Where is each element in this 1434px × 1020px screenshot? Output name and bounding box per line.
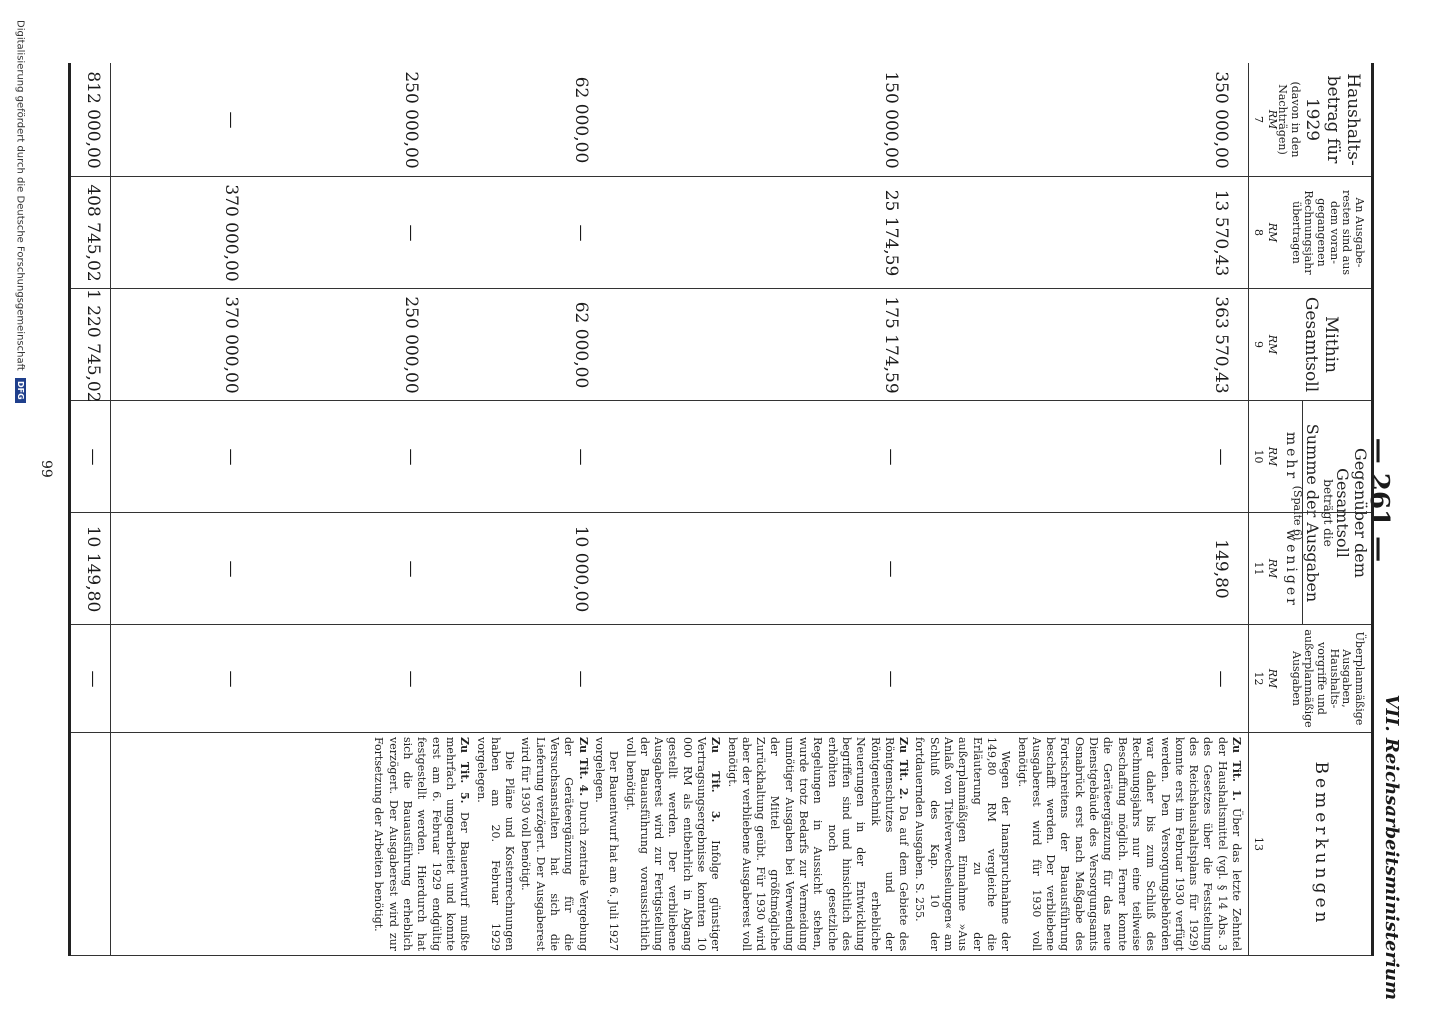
table-cell-c9: 250 000,00: [401, 296, 421, 394]
total-cell-c7: 812 000,00: [83, 71, 103, 169]
dfg-logo: DFG: [15, 378, 26, 403]
table-cell-c11: —: [401, 560, 421, 578]
table-cell-c8: —: [571, 224, 591, 242]
remark-2: Wegen der Inanspruchnahme der 149,80 RM vergleiche die Erläuterung zu der außerplanmäßigen Einnahme »Aus Anlaß von Titelverwechselungen« am Schluß des Kap. 10 der fortdauernden Ausgaben. S. 255.: [913, 737, 1013, 951]
table-cell-c10: —: [401, 448, 421, 466]
total-cell-c9: 1 220 745,02: [83, 289, 103, 403]
table-cell-c7: 250 000,00: [401, 71, 421, 169]
col8-heading: An Ausgabe- resten sind aus dem voran- gegangenen Rechnungsjahr übertragen: [1289, 190, 1366, 275]
total-rule: [110, 63, 111, 956]
page-counter: 99: [38, 460, 54, 478]
table-cell-c12: —: [401, 670, 421, 688]
table-cell-c9: 370 000,00: [221, 296, 241, 394]
col12-number: 12: [1252, 671, 1265, 686]
ministry-title: VII. Reichsarbeitsministerium: [1381, 694, 1402, 1000]
column-12: [71, 625, 1371, 733]
remark-8: Zu Tit. 5. Der Bauentwurf mußte mehrfach umgearbeitet und konnte erst am 6. Februar 1929 endgültig festgestellt werden. Hierdurch hat sich die Bauausführung erheblich verzögert. Der Ausgaberest wird zur Fortsetzung der Arbeiten benötigt.: [372, 737, 472, 951]
col11-number: 11: [1252, 561, 1265, 576]
table-cell-c9: 62 000,00: [571, 301, 591, 389]
column-9: [71, 289, 1371, 401]
remark-7: Die Pläne und Kostenrechnungen haben am 20. Februar 1929 vorgelegen.: [474, 737, 517, 951]
table-cell-c10: —: [571, 448, 591, 466]
header-rule: [1248, 63, 1249, 956]
budget-table: [68, 63, 1374, 956]
total-cell-c8: 408 745,02: [83, 184, 103, 282]
table-cell-c10: —: [1211, 448, 1231, 466]
remark-6: Zu Tit. 4. Durch zentrale Vergebung der Geräteergänzung für die Versuchsanstalten hat sich die Lieferung verzögert. Der Ausgaberest wird für 1930 voll benötigt.: [519, 737, 590, 951]
col9-unit: RM: [1266, 334, 1279, 355]
remarks-text: [369, 737, 1243, 951]
col7-heading: Haushalts- betrag für 1929 (davon in den Nachträgen): [1275, 73, 1363, 166]
table-cell-c12: —: [571, 670, 591, 688]
table-cell-c11: —: [881, 560, 901, 578]
table-cell-c8: 13 570,43: [1211, 189, 1231, 277]
table-cell-c7: 350 000,00: [1211, 71, 1231, 169]
col13-number: 13: [1252, 837, 1265, 851]
col9-heading: Mithin Gesamtsoll: [1300, 296, 1341, 393]
page-number: — 261 —: [1364, 437, 1394, 563]
table-cell-c9: 175 174,59: [881, 296, 901, 394]
total-cell-c11: 10 149,80: [83, 525, 103, 613]
total-cell-c12: —: [83, 670, 103, 688]
col9-number: 9: [1252, 341, 1265, 348]
column-7: [71, 63, 1371, 177]
col11-heading: weniger: [1283, 529, 1299, 608]
table-cell-c8: —: [401, 224, 421, 242]
col8-number: 8: [1252, 229, 1265, 236]
table-cell-c10: —: [881, 448, 901, 466]
col7-unit: RM: [1266, 109, 1279, 130]
table-cell-c11: —: [221, 560, 241, 578]
col7-number: 7: [1252, 116, 1265, 123]
remark-3: Zu Tit. 2. Da auf dem Gebiete des Röntgenschutzes und der Röntgentechnik erhebliche Neuerungen in der Entwicklung begriffen sind und hinsichtlich des erhöhten noch gesetzliche Regelungen in Aussicht stehen, wurde trotz Bedarfs zur Vermeidung unnötiger Ausgaben bei Verwendung der Mittel größtmögliche Zurückhaltung geübt. Für 1930 wird aber der verbliebene Ausgaberest voll benötigt.: [725, 737, 911, 952]
table-cell-c11: 149,80: [1211, 539, 1231, 599]
col11-unit: RM: [1266, 558, 1279, 579]
remark-1: Zu Tit. 1. Über das letzte Zehntel der Haushaltsmittel (vgl. § 14 Abs. 3 des Gesetzes über die Feststellung des Reichshaushaltsplans für 1929) konnte erst im Februar 1930 verfügt werden. Den Versorgungsbehörden war daher bis zum Schluß des Rechnungsjahrs nur eine teilweise Beschaffung möglich. Ferner konnte die Geräteergänzung für das neue Dienstgebäude des Versorgungsamts Osnabrück erst nach Maßgabe des Fortschreitens der Bauausführung beschafft werden. Der verbliebene Ausgaberest wird für 1930 voll benötigt.: [1015, 737, 1243, 951]
group-heading: Gegenüber dem Gesamtsoll beträgt die Summe der Ausgaben (Spalte 6): [1302, 401, 1371, 625]
table-cell-c7: 62 000,00: [571, 76, 591, 164]
table-cell-c10: —: [221, 448, 241, 466]
table-cell-c12: —: [221, 670, 241, 688]
col8-unit: RM: [1266, 222, 1279, 243]
table-cell-c8: 25 174,59: [881, 189, 901, 277]
table-cell-c7: —: [221, 111, 241, 129]
column-11: [71, 513, 1371, 625]
total-cell-c10: —: [83, 448, 103, 466]
col10-unit: RM: [1266, 446, 1279, 467]
col10-number: 10: [1252, 449, 1265, 464]
remark-4: Zu Tit. 3. Infolge günstiger Vertragsungsergebnisse konnten 10 000 RM als entbehrlich in Abgang gestellt werden. Der verbliebene Ausgaberest wird zur Fertigstellung der Bauausführung voraussichtlich voll benötigt.: [623, 737, 723, 951]
table-cell-c12: —: [1211, 670, 1231, 688]
col12-unit: RM: [1266, 668, 1279, 689]
table-cell-c11: 10 000,00: [571, 525, 591, 613]
column-10: [71, 401, 1371, 513]
col10-heading: mehr: [1283, 431, 1299, 482]
col13-heading: Bemerkungen: [1311, 761, 1331, 927]
column-8: [71, 177, 1371, 289]
col12-heading: Überplanmäßige Ausgaben, Haushalts- vorgriffe und außerplanmäßige Ausgaben: [1289, 629, 1366, 728]
table-cell-c12: —: [881, 670, 901, 688]
digitization-credit: Digitalisierung gefördert durch die Deutsche Forschungsgemeinschaft DFG: [15, 0, 27, 1020]
remark-5: Der Bauentwurf hat am 6. Juli 1927 vorgelegen.: [592, 737, 621, 951]
table-cell-c7: 150 000,00: [881, 71, 901, 169]
table-cell-c9: 363 570,43: [1211, 296, 1231, 394]
table-cell-c8: 370 000,00: [221, 184, 241, 282]
